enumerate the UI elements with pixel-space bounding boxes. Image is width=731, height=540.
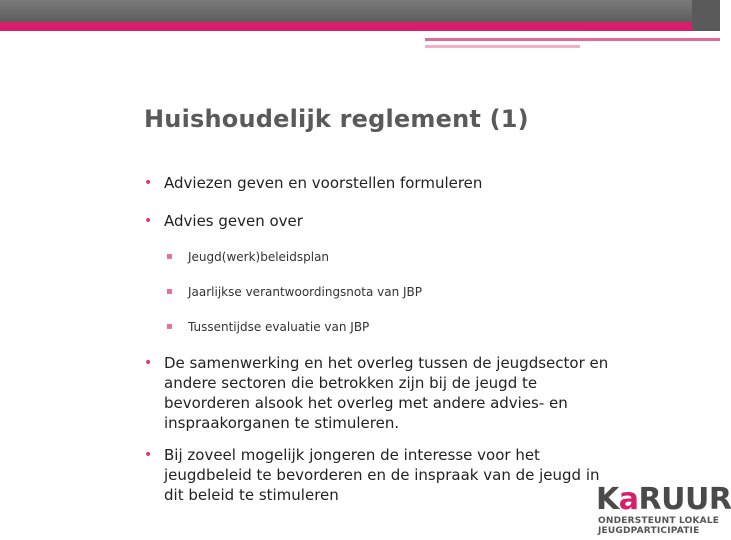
bullet-icon: • [144,355,153,371]
bullet-text: Bij zoveel mogelijk jongeren de interesse voor het jeugdbeleid te bevorderen en de inspraak van de jeugd in dit beleid te stimuleren [164,446,600,504]
bullet-icon: • [144,213,153,229]
sub-bullet-icon: ▪ [166,286,173,297]
decorative-line-2 [425,45,580,48]
slide-content [144,172,624,505]
sub-bullet-icon: ▪ [166,251,173,262]
logo-wordmark: KaRUUR [596,482,731,517]
sub-bullet-item [144,248,624,266]
logo-tagline-2: JEUGDPARTICIPATIE [598,526,700,536]
bullet-text: Advies geven over [164,212,303,230]
header-bar [0,0,720,22]
bullet-item [144,172,624,195]
logo-tagline-1: ONDERSTEUNT LOKALE [598,516,720,526]
bullet-icon: • [144,447,153,463]
decorative-line-1 [425,38,720,41]
bullet-item [144,210,624,233]
bullet-item [144,445,604,505]
sub-bullet-icon: ▪ [166,321,173,332]
sub-bullet-text: Jeugd(werk)beleidsplan [188,250,330,264]
sub-bullet-text: Jaarlijkse verantwoordingsnota van JBP [188,285,423,299]
header-corner-block [692,0,720,31]
sub-bullet-text: Tussentijdse evaluatie van JBP [188,320,370,334]
sub-bullet-item [144,318,624,336]
header-accent-bar [0,22,720,31]
sub-bullet-item [144,283,624,301]
bullet-item [144,353,624,433]
bullet-text: Adviezen geven en voorstellen formuleren [164,174,483,192]
karuur-logo [596,482,731,537]
slide-title: Huishoudelijk reglement (1) [144,105,529,133]
bullet-text: De samenwerking en het overleg tussen de jeugdsector en andere sectoren die betrokken zijn bij de jeugd te bevorderen alsook het overleg met andere advies- en inspraakorganen te stimuleren. [164,354,609,432]
bullet-icon: • [144,175,153,191]
